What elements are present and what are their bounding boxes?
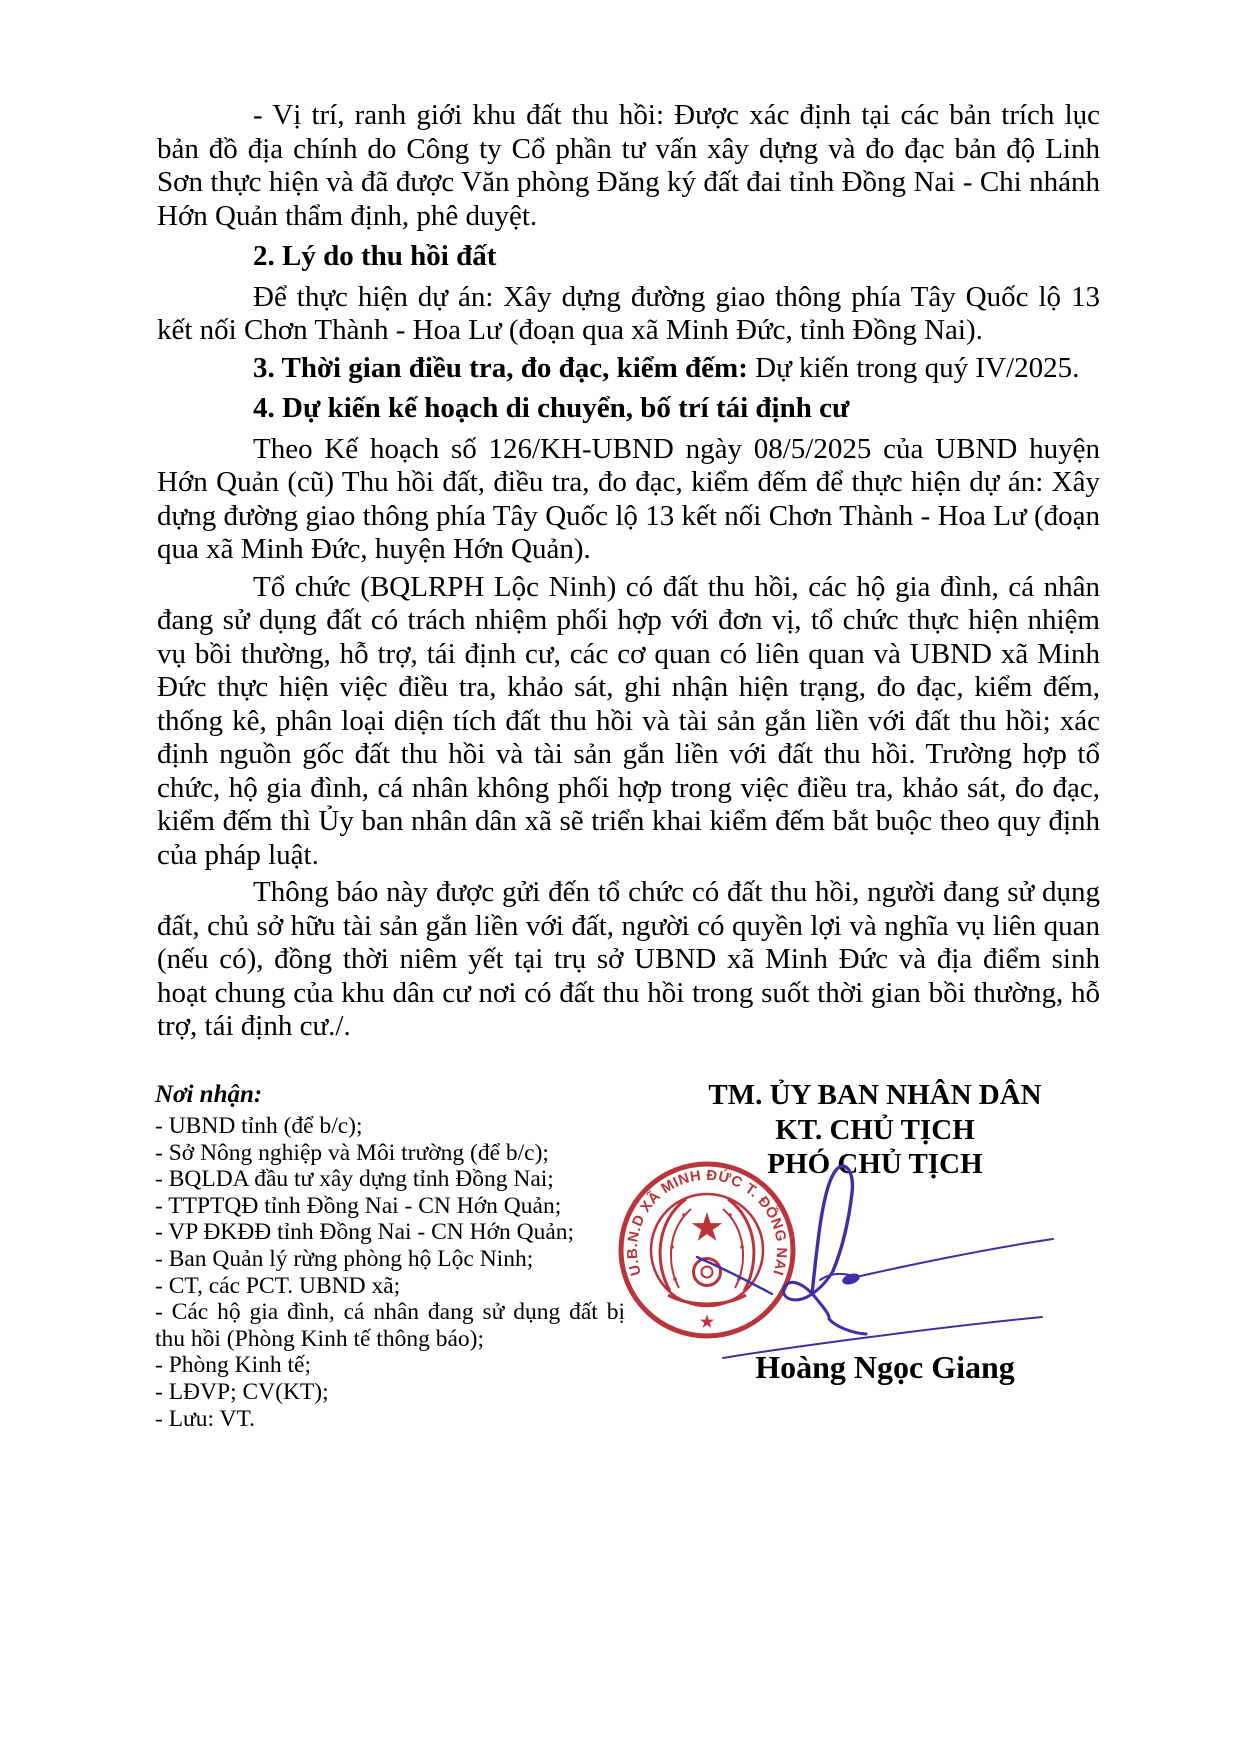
signature-for-chairman-line: KT. CHỦ TỊCH [775, 1113, 975, 1146]
signature-strokes [697, 1166, 1053, 1358]
recipient-item: - Các hộ gia đình, cá nhân đang sử dụng đất bị thu hồi (Phòng Kinh tế thông báo); [155, 1299, 625, 1352]
paragraph-project-reason: Để thực hiện dự án: Xây dựng đường giao thông phía Tây Quốc lộ 13 kết nối Chơn Thành - Hoa Lư (đoạn qua xã Minh Đức, tỉnh Đồng Nai). [157, 280, 1100, 346]
seal-ring-text: U.B.N.D XÃ MINH ĐỨC T. ĐỒNG NAI [624, 1167, 790, 1278]
heading-section-3-schedule [157, 352, 1100, 386]
recipient-item: - LĐVP; CV(KT); [155, 1378, 329, 1405]
recipient-item: - BQLDA đầu tư xây dựng tỉnh Đồng Nai; [155, 1166, 554, 1193]
signature-on-behalf-line: TM. ỦY BAN NHÂN DÂN [708, 1079, 1042, 1111]
recipients-title: Nơi nhận: [155, 1081, 263, 1108]
heading-section-3-bold: 3. Thời gian điều tra, đo đạc, kiểm đếm: [253, 351, 748, 384]
heading-section-2-reason: 2. Lý do thu hồi đất [253, 240, 497, 272]
document-body [157, 99, 1100, 1048]
recipient-item: - UBND tỉnh (để b/c); [155, 1113, 363, 1139]
recipient-item: - Phòng Kinh tế; [155, 1352, 312, 1379]
recipient-item: - Sở Nông nghiệp và Môi trường (để b/c); [155, 1139, 549, 1166]
recipient-item: - TTPTQĐ tỉnh Đồng Nai - CN Hớn Quản; [155, 1192, 562, 1219]
paragraph-responsibilities: Tổ chức (BQLRPH Lộc Ninh) có đất thu hồi, các hộ gia đình, cá nhân đang sử dụng đất có trách nhiệm phối hợp với đơn vị, tổ chức thực hiện nhiệm vụ bồi thường, hỗ trợ, tái định cư, các cơ quan có liên quan và UBND xã Minh Đức thực hiện việc điều tra, khảo sát, ghi nhận hiện trạng, đo đạc, kiểm đếm, thống kê, phân loại diện tích đất thu hồi và tài sản gắn liền với đất thu hồi; xác định nguồn gốc đất thu hồi và tài sản gắn liền với đất thu hồi. Trường hợp tổ chức, hộ gia đình, cá nhân không phối hợp trong việc điều tra, khảo sát, đo đạc, kiểm đếm thì Ủy ban nhân dân xã sẽ triển khai kiểm đếm bắt buộc theo quy định của pháp luật. [157, 570, 1100, 871]
recipients-block [155, 1080, 625, 1432]
recipient-item: - VP ĐKĐĐ tỉnh Đồng Nai - CN Hớn Quản; [155, 1219, 575, 1246]
paragraph-plan-reference: Theo Kế hoạch số 126/KH-UBND ngày 08/5/2025 của UBND huyện Hớn Quản (cũ) Thu hồi đất, điều tra, đo đạc, kiểm đếm để thực hiện dự án: Xây dựng đường giao thông phía Tây Quốc lộ 13 kết nối Chơn Thành - Hoa Lư (đoạn qua xã Minh Đức, huyện Hớn Quản). [157, 432, 1100, 565]
signature-vice-chairman-line: PHÓ CHỦ TỊCH [767, 1148, 983, 1180]
heading-section-4-resettlement: 4. Dự kiến kế hoạch di chuyển, bố trí tái định cư [253, 392, 850, 424]
recipient-item: - Ban Quản lý rừng phòng hộ Lộc Ninh; [155, 1245, 534, 1272]
paragraph-location-boundary: - Vị trí, ranh giới khu đất thu hồi: Được xác định tại các bản trích lục bản đồ địa chính do Công ty Cổ phần tư vấn xây dựng và đo đạc bản độ Linh Sơn thực hiện và đã được Văn phòng Đăng ký đất đai tỉnh Đồng Nai - Chi nhánh Hớn Quản thẩm định, phê duyệt. [157, 99, 1100, 232]
recipient-item: - CT, các PCT. UBND xã; [155, 1272, 401, 1299]
signature-stamp-crossing-stroke [697, 1257, 772, 1294]
signer-name: Hoàng Ngọc Giang [755, 1349, 1015, 1385]
paragraph-notice-distribution: Thông báo này được gửi đến tổ chức có đất thu hồi, người đang sử dụng đất, chủ sở hữu tài sản gắn liền với đất, người có quyền lợi và nghĩa vụ liên quan (nếu có), đồng thời niêm yết tại trụ sở UBND xã Minh Đức và địa điểm sinh hoạt chung của khu dân cư nơi có đất thu hồi trong suốt thời gian bồi thường, hỗ trợ, tái định cư./. [157, 876, 1100, 1042]
recipient-item: - Lưu: VT. [155, 1405, 255, 1432]
heading-section-3-value: Dự kiến trong quý IV/2025. [747, 351, 1080, 384]
seal-bottom-star: ★ [699, 1314, 715, 1331]
